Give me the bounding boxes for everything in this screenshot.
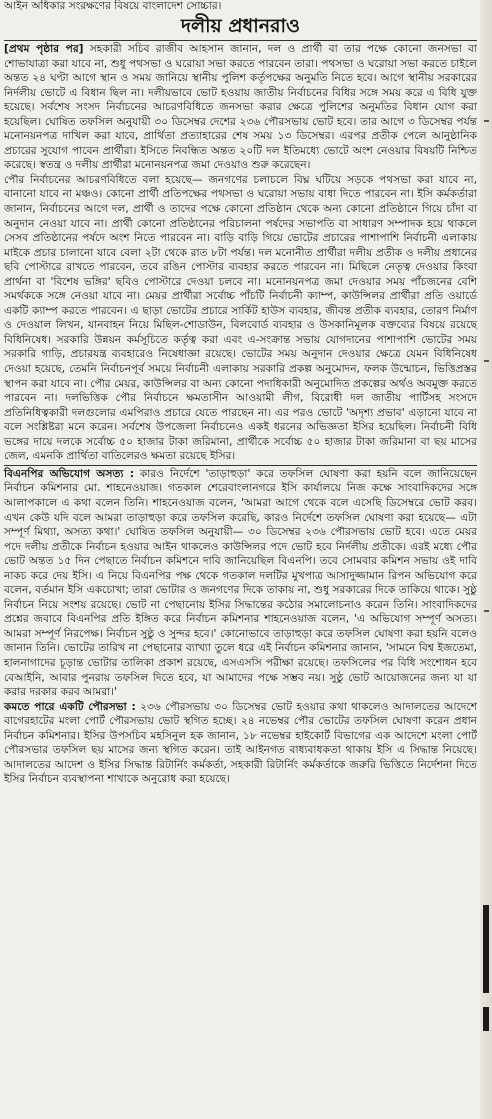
story-body bbox=[4, 40, 477, 787]
paragraph-text: কারও নির্দেশে 'তাড়াহুড়া' করে তফসিল ঘোষণা করা হয়নি বলে জানিয়েছেন নির্বাচন কমিশনার মো. শাহনেওয়াজ। গতকাল শেরেবাংলানগরে ইসি কার্যালয়ে নিজ কক্ষে সাংবাদিকদের সঙ্গে আলাপকালে এ কথা বলেন তিনি। শাহনেওয়াজ বলেন, 'আমরা আগে থেকে বলে এসেছি ডিসেম্বরে ভোট করব। এখন কেউ যদি বলে আমরা তাড়াহুড়া করে তফসিল করেছি, কারও নির্দেশে তফসিল ঘোষণা করা হয়েছে— এটা সম্পূর্ণ মিথ্যা, অসত্য কথা।' ঘোষিত তফসিল অনুযায়ী— ৩০ ডিসেম্বর ২৩৬ পৌরসভায় ভোট হবে। এতে মেয়র পদে দলীয় প্রতীকে নির্বাচন হওয়ার আইন থাকলেও কাউন্সিলর পদে ভোট হবে নির্দলীয় প্রতীকে। এরই মধ্যে পৌর ভোট অন্তত ১৫ দিন পেছাতে নির্বাচন কমিশনে দাবি জানিয়েছিল বিএনপি। তবে সোমবার কমিশন সভায় ওই দাবি নাকচ করে দেয় ইসি। এ নিয়ে বিএনপির পক্ষ থেকে গতকাল দলটির মুখপাত্র আসাদুজ্জামান রিপন অভিযোগ করে বলেন, বর্তমান ইসি একচোখা; তারা ভোটার ও জনগণের দিকে তাকায় না, শুধু সরকারের দিকে তাকিয়ে থাকে। সুষ্ঠু নির্বাচন নিয়ে সংশয় রয়েছে। ভোট না পেছানোয় ইসির সিদ্ধান্তের কঠোর সমালোচনাও করেন তিনি। সাংবাদিকদের প্রশ্নের জবাবে বিএনপির প্রতি ইঙ্গিত করে নির্বাচন কমিশনার শাহনেওয়াজ বলেন, 'এ অভিযোগ সম্পূর্ণ অসত্য। আমরা সম্পূর্ণ নিরপেক্ষ। নির্বাচন সুষ্ঠু ও সুন্দর হবে।' কোনোভাবে তাড়াহুড়া করে তফসিল ঘোষণা করা হয়নি বলেও জানান তিনি। ভোটের তারিখ না পেছানোর ব্যাখ্যা তুলে ধরে এই নির্বাচন কমিশনার জানান, 'সামনে বিশ্ব ইজতেমা, হালনাগাদের চূড়ান্ত ভোটার তালিকা প্রকাশ রয়েছে, এসএসসি পরীক্ষা রয়েছে। তফসিলের পর বিধি সংশোধন হবে বেআইনি, আবার পুনরায় তফসিল দিতে হবে, যা আমাদের পক্ষে সম্ভব নয়। সুষ্ঠু ভোট আয়োজনের জন্য যা যা করার দরকার করব আমরা।' bbox=[4, 467, 477, 699]
paragraph-code-of-conduct: পৌর নির্বাচনের আচরণবিধিতে বলা হয়েছে— জনগণের চলাচলে বিঘ্ন ঘটিয়ে সড়কে পথসভা করা যাবে না, বানানো যাবে না মঞ্চও। কোনো প্রার্থী প্রতিপক্ষের পথসভা ও ঘরোয়া সভায় বাধা দিতে পারবেন না। ইসি কর্মকর্তারা জানান, নির্বাচনের আগে দল, প্রার্থী ও তাদের পক্ষে কোনো প্রতিষ্ঠান থেকে অন্য কোনো প্রতিষ্ঠানে গিয়ে চাঁদা বা অনুদান নেওয়া যাবে না। প্রার্থী কোনো প্রতিষ্ঠানের পরিচালনা পর্ষদের সভাপতি বা সাধারণ সম্পাদক হয়ে থাকলে সেসব প্রতিষ্ঠানের পর্ষদে অংশ নিতে পারবেন না। বাড়ি বাড়ি গিয়ে ভোটের প্রচারের পাশাপাশি নির্বাচনী এলাকায় মাইকে প্রচার চালানো যাবে বেলা ২টা থেকে রাত ৮টা পর্যন্ত। দল মনোনীত প্রার্থীরা দলীয় প্রতীক ও দলীয় প্রধানের ছবি পোস্টারে রাখতে পারবেন, তবে রঙিন পোস্টার ব্যবহার করতে পারবেন না। মিছিলে নেতৃত্ব দেওয়ার কিংবা প্রার্থনা বা 'বিশেষ ভঙ্গির' ছবিও পোস্টারে দেওয়া চলবে না। মনোনয়নপত্র জমা দেওয়ার সময় পাঁচজনের বেশি সমর্থককে সঙ্গে নেওয়া যাবে না। মেয়র প্রার্থীরা সর্বোচ্চ পাঁচটি নির্বাচনী ক্যাম্প, কাউন্সিলর প্রার্থীরা প্রতি ওয়ার্ডে একটি ক্যাম্প করতে পারবেন। এ ছাড়া ভোটের প্রচারে সার্কিট হাউস ব্যবহার, জীবন্ত প্রতীক ব্যবহার, তোরণ নির্মাণ ও দেওয়াল লিখন, যানবাহন নিয়ে মিছিল-শোডাউন, বিলবোর্ড ব্যবহার ও উসকানিমূলক বক্তব্যের বিষয়ে রয়েছে বিধিনিষেধ। সরকারি উন্নয়ন কর্মসূচিতে কর্তৃত্ব করা এবং এ-সংক্রান্ত সভায় যোগদানের পাশাপাশি ভোটের সময় সরকারি গাড়ি, প্রচারযন্ত্র ব্যবহারেও নিষেধাজ্ঞা রয়েছে। ভোটের সময় অনুদান দেওয়ার ক্ষেত্রে যেমন বিধিনিষেধ দেওয়া হয়েছে, তেমনি নির্বাচনপূর্ব সময়ে নির্বাচনী এলাকায় সরকারি প্রকল্প অনুমোদন, ফলক উন্মোচন, ভিত্তিপ্রস্তর স্থাপন করা যাবে না। পৌর মেয়র, কাউন্সিলর বা অন্য কোনো পদাধিকারী অনুমোদিত প্রকল্পের অর্থও অবমুক্ত করতে পারবেন না। দলভিত্তিক পৌর নির্বাচনে ক্ষমতাসীন আওয়ামী লীগ, বিরোধী দল জাতীয় পার্টিসহ সংসদে প্রতিনিধিত্বকারী দলগুলোর এমপিরাও প্রচারে যেতে পারছেন না। এর পরও ভোটে 'অদৃশ্য প্রভাব' এড়ানো যাবে না বলে সংশ্লিষ্টরা মনে করেন। সর্বশেষ উপজেলা নির্বাচনেও একই ধরনের অভিজ্ঞতা ইসির হয়েছিল। নির্বাচনী বিধি ভঙ্গের দায়ে দলকে সর্বোচ্চ ৫০ হাজার টাকা জরিমানা, প্রার্থীকে সর্বোচ্চ ৫০ হাজার টাকা জরিমানা বা ছয় মাসের জেল, এমনকি প্রার্থিতা বাতিলেরও ক্ষমতা রয়েছে ইসির। bbox=[4, 173, 477, 463]
edge-mark bbox=[484, 360, 489, 362]
continuation-tag: [প্রথম পৃষ্ঠার পর] bbox=[4, 43, 84, 55]
edge-mark bbox=[484, 120, 489, 122]
adjacent-column-bar bbox=[483, 1007, 489, 1031]
adjacent-column-bar bbox=[483, 905, 489, 993]
paragraph-text: ২৩৬ পৌরসভায় ৩০ ডিসেম্বর ভোট হওয়ার কথা থাকলেও আদালতের আদেশে বাগেরহাটের মংলা পোর্ট পৌরসভায় ভোট স্থগিত হচ্ছে। ২৪ নভেম্বর পৌর ভোটের তফসিল ঘোষণা করেন প্রধান নির্বাচন কমিশনার। ইসির উপসচিব মহসিনুল হক জানান, ১৮ নভেম্বর হাইকোর্ট বিভাগের এক আদেশে মংলা পোর্ট পৌরসভার তফসিল ছয় মাসের জন্য স্থগিত করেন। তাই আইনগত বাধ্যবাধকতা থাকায় ইসি এ সিদ্ধান্ত নিয়েছে। আদালতের আদেশ ও ইসির সিদ্ধান্ত রিটার্নিং কর্মকর্তা, সহকারী রিটার্নিং কর্মকর্তাকে জরুরি ভিত্তিতে নির্দেশনা দিতে ইসির নির্বাচন ব্যবস্থাপনা শাখাকে অনুরোধ করা হয়েছে। bbox=[4, 700, 477, 786]
section-continuation bbox=[4, 42, 477, 173]
paragraph-text: সহকারী সচিব রাজীব আহসান জানান, দল ও প্রার্থী বা তার পক্ষে কোনো জনসভা বা শোভাযাত্রা করা যাবে না, শুধু পথসভা ও ঘরোয়া সভা করতে পারবেন তারা। পথসভা ও ঘরোয়া সভা করতে চাইলে অন্তত ২৪ ঘণ্টা আগে স্থান ও সময় জানিয়ে স্থানীয় পুলিশ কর্তৃপক্ষের অনুমতি নিতে হবে। আগে স্থানীয় সরকারের নির্দলীয় ভোটে এ বিধান ছিল না। দলীয়ভাবে ভোট হওয়ায় জাতীয় নির্বাচনের বিধির সঙ্গে সময় করে এ বিধি যুক্ত হয়েছে। সর্বশেষ সংসদ নির্বাচনের আচরণবিধিতে জনসভা করার ক্ষেত্রে পুলিশের অনুমতির বিধান যোগ করা হয়েছিল। ঘোষিত তফসিল অনুযায়ী ৩০ ডিসেম্বর দেশের ২৩৬ পৌরসভায় ভোট হবে। তার আগে ৩ ডিসেম্বর পর্যন্ত মনোনয়নপত্র দাখিল করা যাবে, প্রার্থিতা প্রত্যাহারের শেষ সময় ১৩ ডিসেম্বর। এরপর প্রতীক পেলে আনুষ্ঠানিক প্রচারের সুযোগ পাবেন প্রার্থীরা। ইসিতে নিবন্ধিত অন্তত ২০টি দল ইতিমধ্যে ভোটে অংশ নেওয়ার বিষয়টি নিশ্চিত করেছে। স্বতন্ত্র ও দলীয় প্রার্থীরা মনোনয়নপত্র জমা দেওয়াও শুরু করেছেন। bbox=[4, 43, 477, 172]
adjacent-column-edge bbox=[480, 0, 492, 1119]
story-headline: দলীয় প্রধানরাও bbox=[180, 15, 300, 37]
edge-mark bbox=[484, 610, 489, 612]
section-mongla-municipality bbox=[4, 700, 477, 787]
section-divider bbox=[4, 465, 477, 466]
subheading: কমতে পারে একটি পৌরসভা : bbox=[4, 700, 136, 713]
previous-story-tail: আইন অধিকার সংরক্ষণের বিষয়ে বাংলাদেশ সোচ্চার। bbox=[4, 0, 222, 12]
section-bnp-allegation bbox=[4, 467, 477, 700]
subheading: বিএনপির অভিযোগ অসত্য : bbox=[4, 467, 134, 480]
